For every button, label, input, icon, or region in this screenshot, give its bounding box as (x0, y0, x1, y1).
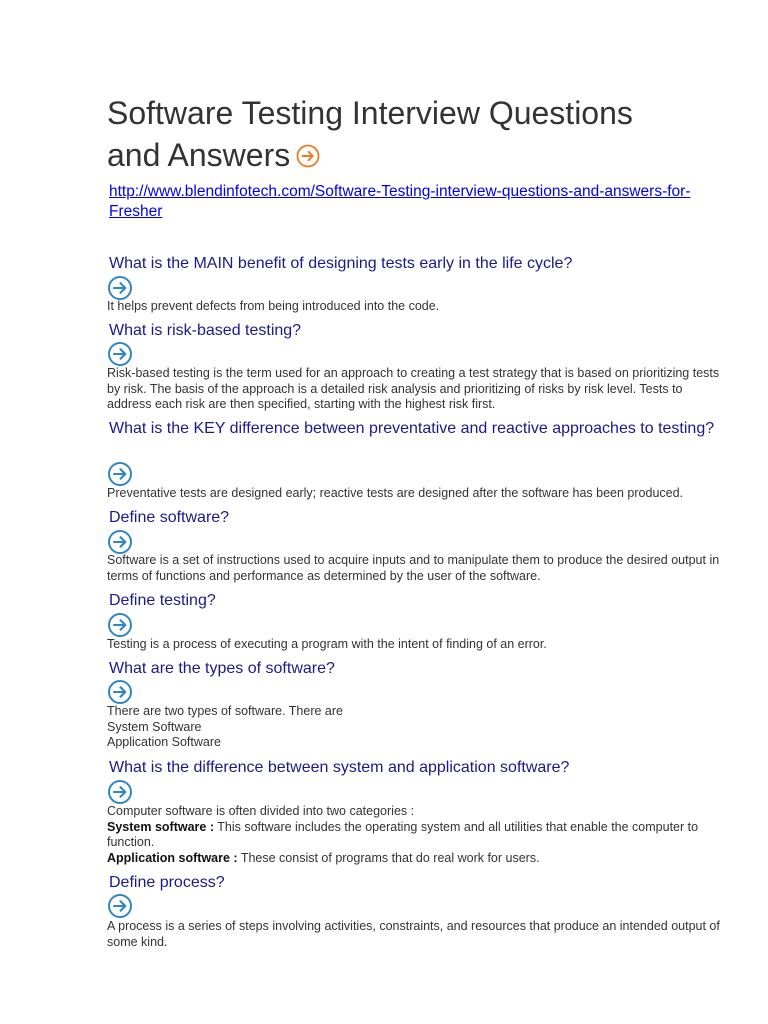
question-heading: What is the KEY difference between preventative and reactive approaches to testing? (109, 420, 715, 437)
arrow-right-circle-icon[interactable] (107, 461, 133, 487)
answer-text: It helps prevent defects from being introduced into the code. (107, 299, 440, 313)
answer-text: Risk-based testing is the term used for an approach to creating a test strategy that is based on prioritizing tests by risk. The basis of the approach is a detailed risk analysis and prioritizing of risks by risk level. Tests to address each risk are then specified, starting with the highest risk first. (107, 366, 720, 411)
page-title (107, 92, 727, 178)
question-heading: Define process? (109, 874, 225, 891)
arrow-right-circle-icon[interactable] (107, 893, 133, 919)
arrow-right-circle-icon[interactable] (296, 136, 320, 178)
source-link[interactable]: http://www.blendinfotech.com/Software-Testing-interview-questions-and-answers-for-Fresher (109, 183, 691, 220)
arrow-right-circle-icon[interactable] (107, 275, 133, 301)
answer-text (107, 704, 722, 751)
answer-definition: These consist of programs that do real work for users. (237, 850, 540, 865)
answer-line: Application Software (107, 735, 221, 749)
answer-term: Application software : (107, 850, 238, 865)
answer-definition: This software includes the operating system and all utilities that enable the computer to function. (107, 819, 699, 849)
answer-term: System software : (107, 819, 214, 834)
question-heading: What is the MAIN benefit of designing tests early in the life cycle? (109, 255, 573, 272)
arrow-right-circle-icon[interactable] (107, 679, 133, 705)
question-heading: What is risk-based testing? (109, 322, 302, 339)
arrow-right-circle-icon[interactable] (107, 779, 133, 805)
answer-text (107, 804, 722, 866)
question-heading: Define testing? (109, 592, 216, 609)
question-heading: What are the types of software? (109, 660, 335, 677)
answer-line: Computer software is often divided into two categories : (107, 804, 415, 818)
answer-text: Testing is a process of executing a program with the intent of finding of an error. (107, 637, 547, 651)
question-heading: Define software? (109, 509, 230, 526)
arrow-right-circle-icon[interactable] (107, 612, 133, 638)
answer-text: A process is a series of steps involving activities, constraints, and resources that produce an intended output of some kind. (107, 919, 720, 949)
page-title-line-1: Software Testing Interview Questions (107, 95, 633, 131)
answer-line: System Software (107, 719, 202, 734)
question-heading: What is the difference between system and application software? (109, 759, 570, 776)
page-title-line-2: and Answers (107, 137, 291, 173)
answer-text: Software is a set of instructions used to acquire inputs and to manipulate them to produce the desired output in terms of functions and performance as determined by the user of the software. (107, 553, 720, 583)
arrow-right-circle-icon[interactable] (107, 529, 133, 555)
arrow-right-circle-icon[interactable] (107, 341, 133, 367)
answer-line: There are two types of software. There are (107, 704, 343, 718)
answer-text: Preventative tests are designed early; reactive tests are designed after the software has been produced. (107, 486, 684, 500)
